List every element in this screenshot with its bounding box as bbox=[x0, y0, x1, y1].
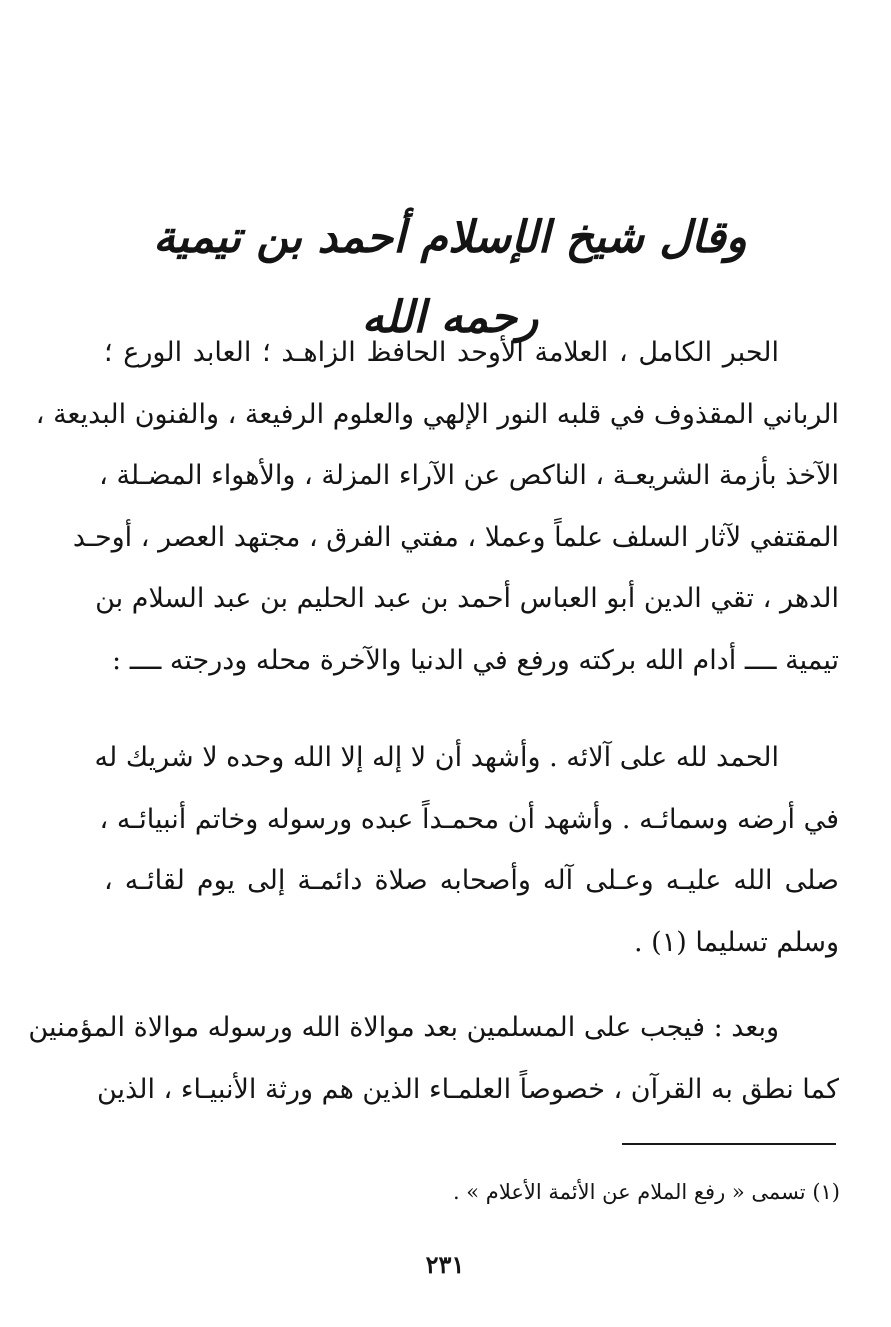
paragraph-praise bbox=[94, 727, 839, 973]
paragraph-intro bbox=[35, 322, 839, 691]
text-line: وبعد : فيجب على المسلمين بعد موالاة الله ورسوله موالاة المؤمنين bbox=[28, 1012, 779, 1043]
text-line: الحمد لله على آلائه . وأشهد أن لا إله إلا الله وحده لا شريك له bbox=[94, 742, 779, 773]
text-line: تيمية ــــ أدام الله بركته ورفع في الدنيا والآخرة محله ودرجته ــــ : bbox=[112, 644, 839, 676]
text-line: الحبر الكامل ، العلامة الأوحد الحافظ الزاهـد ؛ العابد الورع ؛ bbox=[104, 337, 779, 368]
paragraph-body bbox=[28, 997, 839, 1120]
text-line: صلى الله عليـه وعـلى آله وأصحابه صلاة دائمـة إلى يوم لقائـه ، bbox=[104, 865, 839, 896]
text-line: الآخذ بأزمة الشريعـة ، الناكص عن الآراء المزلة ، والأهواء المضـلة ، bbox=[99, 460, 839, 491]
footnote: (١) تسمى « رفع الملام عن الأئمة الأعلام » . bbox=[452, 1180, 840, 1204]
text-line: كما نطق به القرآن ، خصوصاً العلمـاء الذين هم ورثة الأنبيـاء ، الذين bbox=[97, 1073, 839, 1105]
text-line: الرباني المقذوف في قلبه النور الإلهي والعلوم الرفيعة ، والفنون البديعة ، bbox=[35, 398, 839, 430]
text-line: الدهر ، تقي الدين أبو العباس أحمد بن عبد الحليم بن عبد السلام بن bbox=[95, 583, 839, 614]
text-line: في أرضه وسمائـه . وأشهد أن محمـداً عبده ورسوله وخاتم أنبيائـه ، bbox=[99, 803, 839, 835]
page-number: ٢٣١ bbox=[425, 1250, 465, 1279]
text-line: وسلم تسليما (١) . bbox=[633, 926, 839, 958]
page-title: وقال شيخ الإسلام أحمد بن تيمية رحمه الله bbox=[153, 212, 747, 343]
text-line: المقتفي لآثار السلف علماً وعملا ، مفتي الفرق ، مجتهد العصر ، أوحـد bbox=[72, 521, 839, 553]
footnote-divider bbox=[622, 1143, 836, 1145]
